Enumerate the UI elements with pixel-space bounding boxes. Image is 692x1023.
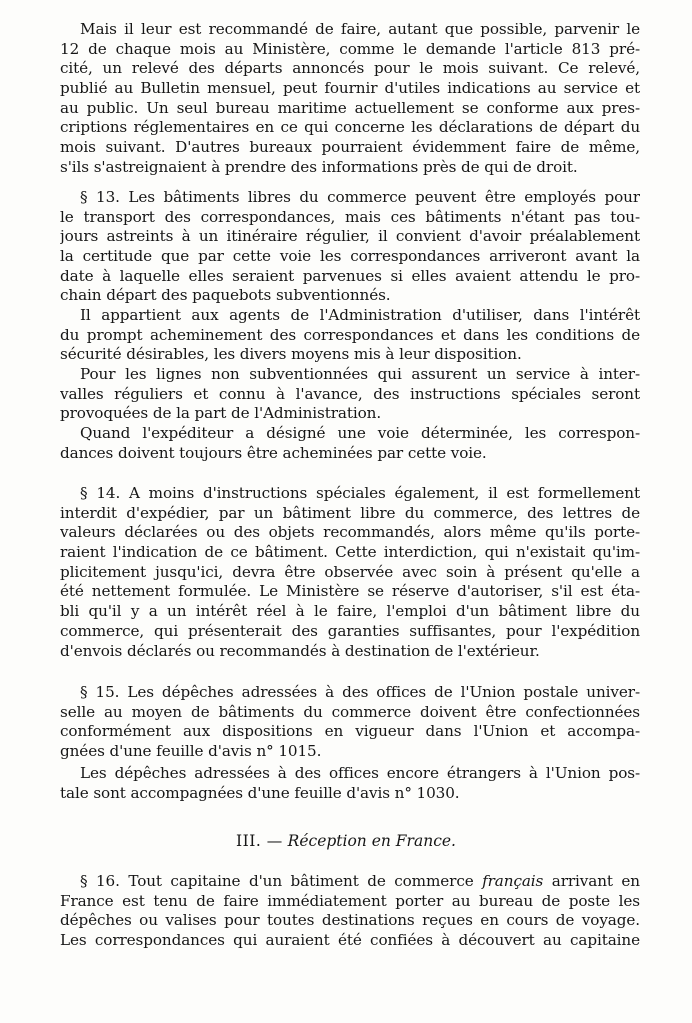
text-line: publié au Bulletin mensuel, peut fournir d'utiles indications au service et xyxy=(60,79,640,98)
text-line: selle au moyen de bâtiments du commerce doivent être confectionnées xyxy=(60,702,640,721)
text-line: dépêches ou valises pour toutes destinations reçues en cours de voyage. xyxy=(60,911,640,930)
text-line: § 16. Tout capitaine d'un bâtiment de commerce français arrivant en xyxy=(80,872,640,890)
section-heading-number: III. — xyxy=(236,832,283,850)
text-line: Pour les lignes non subventionnées qui assurent un service à inter- xyxy=(80,365,640,383)
paragraph-voie-determinee xyxy=(60,424,640,463)
text-line: Quand l'expéditeur a désigné une voie déterminée, les correspon- xyxy=(80,424,640,442)
text-line: Mais il leur est recommandé de faire, autant que possible, parvenir le xyxy=(80,20,640,38)
text-line: valles réguliers et connu à l'avance, des instructions spéciales seront xyxy=(60,384,640,403)
text-line: au public. Un seul bureau maritime actuellement se conforme aux pres- xyxy=(60,98,640,117)
paragraph-section-15 xyxy=(60,683,640,762)
text-line: provoquées de la part de l'Administration. xyxy=(60,404,382,423)
paragraph-section-16 xyxy=(60,872,640,951)
paragraph-section-14 xyxy=(60,484,640,661)
text-line: Les dépêches adressées à des offices encore étrangers à l'Union pos- xyxy=(80,764,640,782)
text-line: du prompt acheminement des correspondances et dans les conditions de xyxy=(60,325,640,344)
text-line: gnées d'une feuille d'avis n° 1015. xyxy=(60,742,322,761)
text-line: interdit d'expédier, par un bâtiment libre du commerce, des lettres de xyxy=(60,503,640,522)
text-line: mois suivant. D'autres bureaux pourraient évidemment faire de même, xyxy=(60,138,640,157)
text-line: chain départ des paquebots subventionnés. xyxy=(60,286,391,305)
section-heading-title: Réception en France. xyxy=(287,832,456,850)
text-line: tale sont accompagnées d'une feuille d'avis n° 1030. xyxy=(60,783,460,802)
paragraph-bureaux-maritimes xyxy=(60,20,640,178)
text-line: France est tenu de faire immédiatement porter au bureau de poste les xyxy=(60,891,640,910)
text-line: cité, un relevé des départs annoncés pour le mois suivant. Ce relevé, xyxy=(60,59,640,78)
paragraph-agents-administration xyxy=(60,306,640,365)
text-line: conformément aux dispositions en vigueur dans l'Union et accompa- xyxy=(60,722,640,741)
italic-word: français xyxy=(482,872,544,890)
text-line: 12 de chaque mois au Ministère, comme le demande l'article 813 pré- xyxy=(60,39,640,58)
text-line: Les correspondances qui auraient été confiées à découvert au capitaine xyxy=(60,931,640,950)
text-line: dances doivent toujours être acheminées par cette voie. xyxy=(60,443,487,462)
text-line: Il appartient aux agents de l'Administration d'utiliser, dans l'intérêt xyxy=(80,306,640,324)
text-line: le transport des correspondances, mais ces bâtiments n'étant pas tou- xyxy=(60,207,640,226)
text-line: valeurs déclarées ou des objets recommandés, alors même qu'ils porte- xyxy=(60,523,640,542)
paragraph-offices-etrangers xyxy=(60,764,640,803)
text-line: raient l'indication de ce bâtiment. Cette interdiction, qui n'existait qu'im- xyxy=(60,543,640,562)
paragraph-section-13 xyxy=(60,188,640,306)
text-line: la certitude que par cette voie les correspondances arriveront avant la xyxy=(60,247,640,266)
text-line: date à laquelle elles seraient parvenues si elles avaient attendu le pro- xyxy=(60,266,640,285)
text-line: § 15. Les dépêches adressées à des offices de l'Union postale univer- xyxy=(80,683,640,701)
text-line: criptions réglementaires en ce qui concerne les déclarations de départ du xyxy=(60,118,640,137)
text-line: jours astreints à un itinéraire régulier, il convient d'avoir préalablement xyxy=(60,227,640,246)
text-line: bli qu'il y a un intérêt réel à le faire, l'emploi d'un bâtiment libre du xyxy=(60,602,640,621)
text-line: § 13. Les bâtiments libres du commerce peuvent être employés pour xyxy=(80,188,640,206)
text-line: d'envois déclarés ou recommandés à destination de l'extérieur. xyxy=(60,641,540,660)
text-line: § 14. A moins d'instructions spéciales également, il est formellement xyxy=(80,484,640,502)
paragraph-lignes-non-subventionnees xyxy=(60,365,640,424)
text-line: plicitement jusqu'ici, devra être observée avec soin à présent qu'elle a xyxy=(60,562,640,581)
text-line: s'ils s'astreignaient à prendre des informations près de qui de droit. xyxy=(60,157,578,176)
text-line: sécurité désirables, les divers moyens mis à leur disposition. xyxy=(60,345,522,364)
section-heading xyxy=(0,832,692,850)
text-line: commerce, qui présenterait des garanties suffisantes, pour l'expédition xyxy=(60,621,640,640)
text-line: été nettement formulée. Le Ministère se réserve d'autoriser, s'il est éta- xyxy=(60,582,640,601)
